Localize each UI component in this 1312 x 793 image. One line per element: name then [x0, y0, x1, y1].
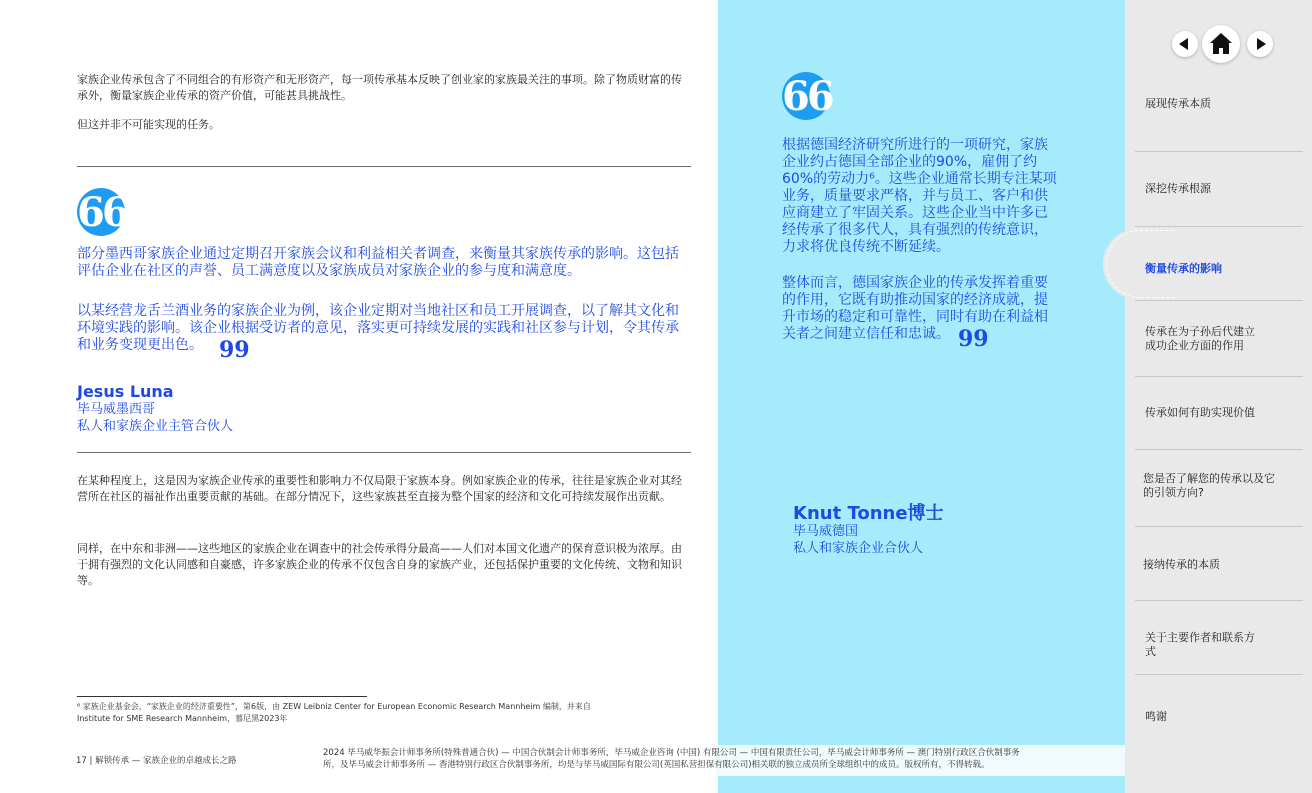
nav-item-authors[interactable]: 关于主要作者和联系方式: [1145, 631, 1255, 658]
body-paragraph-2: 同样，在中东和非洲——这些地区的家族企业在调查中的社会传承得分最高——人们对本国文化遗产的保育意识极为浓厚。由于拥有强烈的文化认同感和自豪感，许多家族企业的传承不仅包含自身的家族产业，还包括保护重要的文化传统、文物和知识等。: [77, 542, 682, 587]
nav-separator: [1135, 674, 1303, 675]
close-quote-icon: 99: [219, 337, 250, 363]
panel-quote-paragraph-2: 整体而言，德国家族企业的传承发挥着重要的作用，它既有助推动国家的经济成就，提升市场的稳定和可靠性，同时有助在利益相关者之间建立信任和忠诚。 99: [782, 275, 1048, 352]
triangle-right-icon: [1247, 31, 1273, 57]
intro-paragraph-1: 家族企业传承包含了不同组合的有形资产和无形资产，每一项传承基本反映了创业家的家族最关注的事项。除了物质财富的传承外，衡量家族企业传承的资产价值，可能甚具挑战性。: [77, 73, 682, 102]
panel-quote-paragraph-1: 根据德国经济研究所进行的一项研究，家族企业约占德国全部企业的90%，雇佣了约60%的劳动力⁶。这些企业通常长期专注某项业务，质量要求严格，并与员工、客户和供应商建立了牢固关系。这些企业当中许多已经传承了很多代人，具有强烈的传统意识，力求将优良传统不断延续。: [782, 137, 1057, 255]
nav-item-essence[interactable]: 展现传承本质: [1145, 97, 1211, 110]
quote-paragraph-2: 以某经营龙舌兰酒业务的家族企业为例，该企业定期对当地社区和员工开展调查，以了解其文化和环境实践的影响。该企业根据受访者的意见，落实更可持续发展的实践和社区参与计划，令其传承和业务变现更出色。 99: [77, 303, 679, 363]
person-org: 毕马威墨西哥: [77, 402, 156, 417]
nav-item-roots[interactable]: 深挖传承根源: [1145, 182, 1211, 195]
nav-item-generations[interactable]: 传承在为子孙后代建立成功企业方面的作用: [1145, 325, 1255, 352]
quote-panel: [718, 0, 1125, 793]
nav-separator: [1135, 449, 1303, 450]
nav-item-direction[interactable]: 您是否了解您的传承以及它的引领方向?: [1143, 472, 1275, 499]
close-quote-icon: 99: [958, 326, 989, 352]
quote-paragraph-1: 部分墨西哥家族企业通过定期召开家族会议和利益相关者调查，来衡量其家族传承的影响。这包括评估企业在社区的声誉、员工满意度以及家族成员对家族企业的参与度和满意度。: [77, 246, 679, 279]
person-name: Jesus Luna: [77, 382, 174, 401]
nav-separator: [1135, 376, 1303, 377]
quote-mark-icon: 66: [782, 73, 832, 120]
intro-paragraph-2: 但这并非不可能实现的任务。: [77, 118, 220, 131]
quote-mark-icon: 66: [77, 189, 127, 236]
nav-item-value[interactable]: 传承如何有助实现价值: [1145, 406, 1255, 419]
nav-separator: [1135, 526, 1303, 527]
divider-bottom: [77, 452, 691, 453]
person-role: 私人和家族企业主管合伙人: [77, 419, 234, 434]
nav-separator: [1135, 600, 1303, 601]
footer-legal: 2024 毕马威华振会计师事务所(特殊普通合伙) — 中国合伙制会计师事务所，毕马威企业咨询 (中国) 有限公司 — 中国有限责任公司，毕马威会计师事务所 — 澳门特别行政区合伙制事务 所，及毕马威会计师事务所 — 香港特别行政区合伙制事务所，均是与毕马威国际有限公司(英国私营担保有限公司)相关联的独立成员所全球组织中的成员。版权所有，不得转载。: [323, 748, 1020, 770]
next-page-button[interactable]: [1247, 31, 1273, 57]
footnote-divider: [77, 696, 367, 697]
triangle-left-icon: [1172, 31, 1198, 57]
nav-item-impact[interactable]: 衡量传承的影响: [1145, 262, 1222, 275]
nav-separator: [1135, 151, 1303, 152]
panel-person-name: Knut Tonne博士: [793, 503, 944, 524]
nav-item-acknowledgements[interactable]: 鸣谢: [1145, 710, 1167, 723]
panel-person-role: 私人和家族企业合伙人: [793, 541, 924, 556]
home-button[interactable]: [1202, 25, 1240, 63]
nav-item-embrace[interactable]: 接纳传承的本质: [1143, 558, 1220, 571]
body-paragraph-1: 在某种程度上，这是因为家族企业传承的重要性和影响力不仅局限于家族本身。例如家族企业的传承，往往是家族企业对其经营所在社区的福祉作出重要贡献的基础。在部分情况下，这些家族甚至直接为整个国家的经济和文化可持续发展作出贡献。: [77, 474, 682, 503]
panel-person-org: 毕马威德国: [793, 524, 859, 539]
divider-top: [77, 166, 691, 167]
home-icon: [1202, 25, 1240, 63]
prev-page-button[interactable]: [1172, 31, 1198, 57]
nav-separator: [1135, 300, 1303, 301]
footer-page-number: 17 | 解锁传承 — 家族企业的卓越成长之路: [76, 756, 237, 766]
nav-separator: [1135, 226, 1303, 227]
footnote: ⁶ 家族企业基金会，“家族企业的经济重要性”，第6版，由 ZEW Leibniz Center for European Economic Research Mannheim 编制，并来自 Institute for SME Research Mannheim，慕尼黑2023年: [77, 702, 591, 723]
